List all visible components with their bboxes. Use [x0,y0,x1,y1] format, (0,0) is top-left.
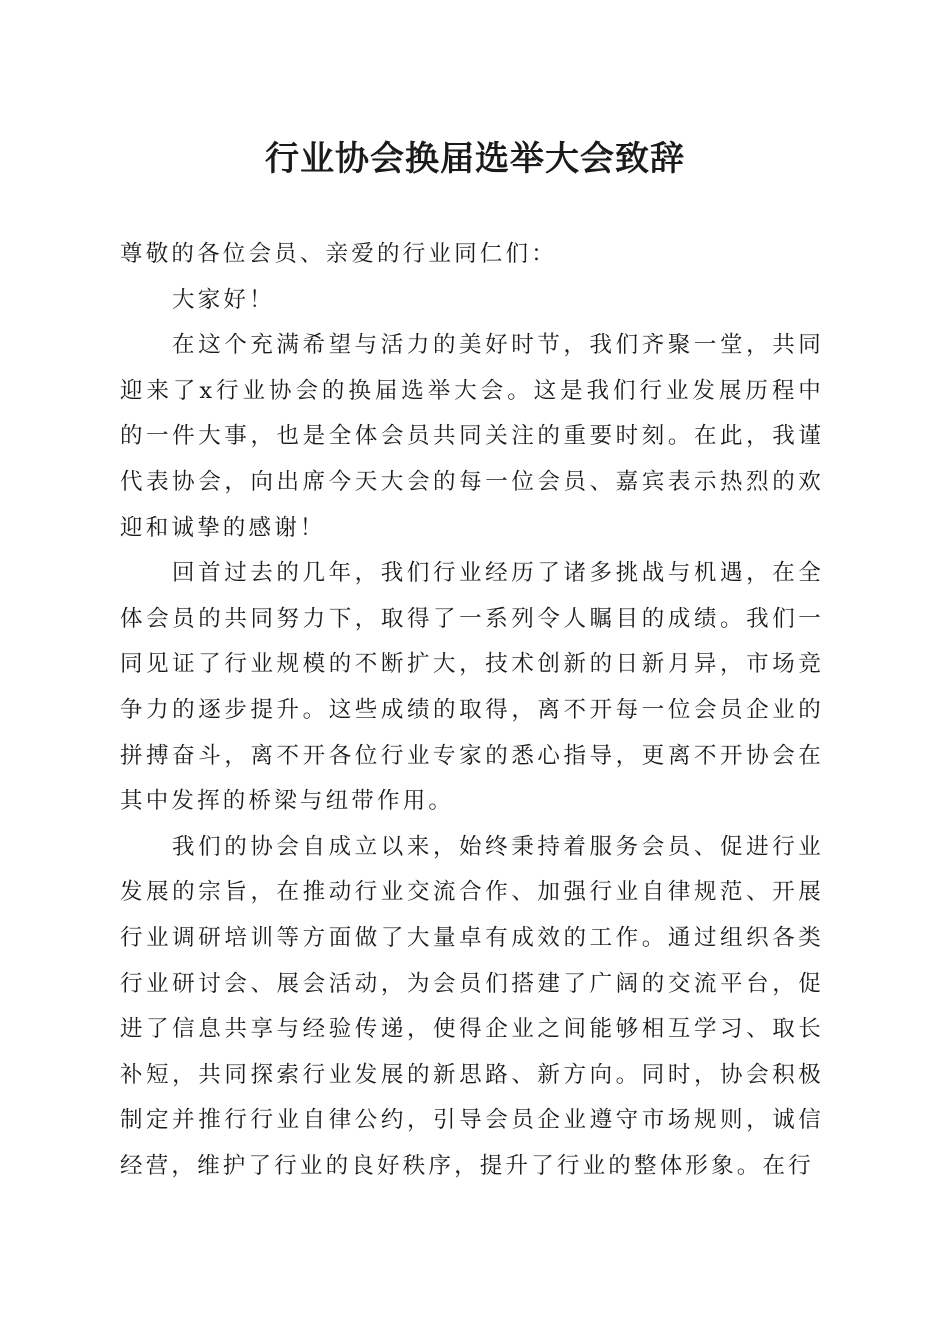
document-body [120,232,824,1189]
paragraph-1: 在这个充满希望与活力的美好时节，我们齐聚一堂，共同迎来了x行业协会的换届选举大会。这是我们行业发展历程中的一件大事，也是全体会员共同关注的重要时刻。在此，我谨代表协会，向出席今天大会的每一位会员、嘉宾表示热烈的欢迎和诚挚的感谢！ [120,332,824,541]
greeting: 大家好！ [172,286,275,313]
salutation: 尊敬的各位会员、亲爱的行业同仁们： [120,241,557,267]
paragraph-3: 我们的协会自成立以来，始终秉持着服务会员、促进行业发展的宗旨，在推动行业交流合作、加强行业自律规范、开展行业调研培训等方面做了大量卓有成效的工作。通过组织各类行业研讨会、展会活动，为会员们搭建了广阔的交流平台，促进了信息共享与经验传递，使得企业之间能够相互学习、取长补短，共同探索行业发展的新思路、新方向。同时，协会积极制定并推行行业自律公约，引导会员企业遵守市场规则，诚信经营，维护了行业的良好秩序，提升了行业的整体形象。在行 [120,833,824,1179]
document-title: 行业协会换届选举大会致辞 [265,139,685,179]
paragraph-2: 回首过去的几年，我们行业经历了诸多挑战与机遇，在全体会员的共同努力下，取得了一系列令人瞩目的成绩。我们一同见证了行业规模的不断扩大，技术创新的日新月异，市场竞争力的逐步提升。这些成绩的取得，离不开每一位会员企业的拼搏奋斗，离不开各位行业专家的悉心指导，更离不开协会在其中发挥的桥梁与纽带作用。 [120,560,824,815]
